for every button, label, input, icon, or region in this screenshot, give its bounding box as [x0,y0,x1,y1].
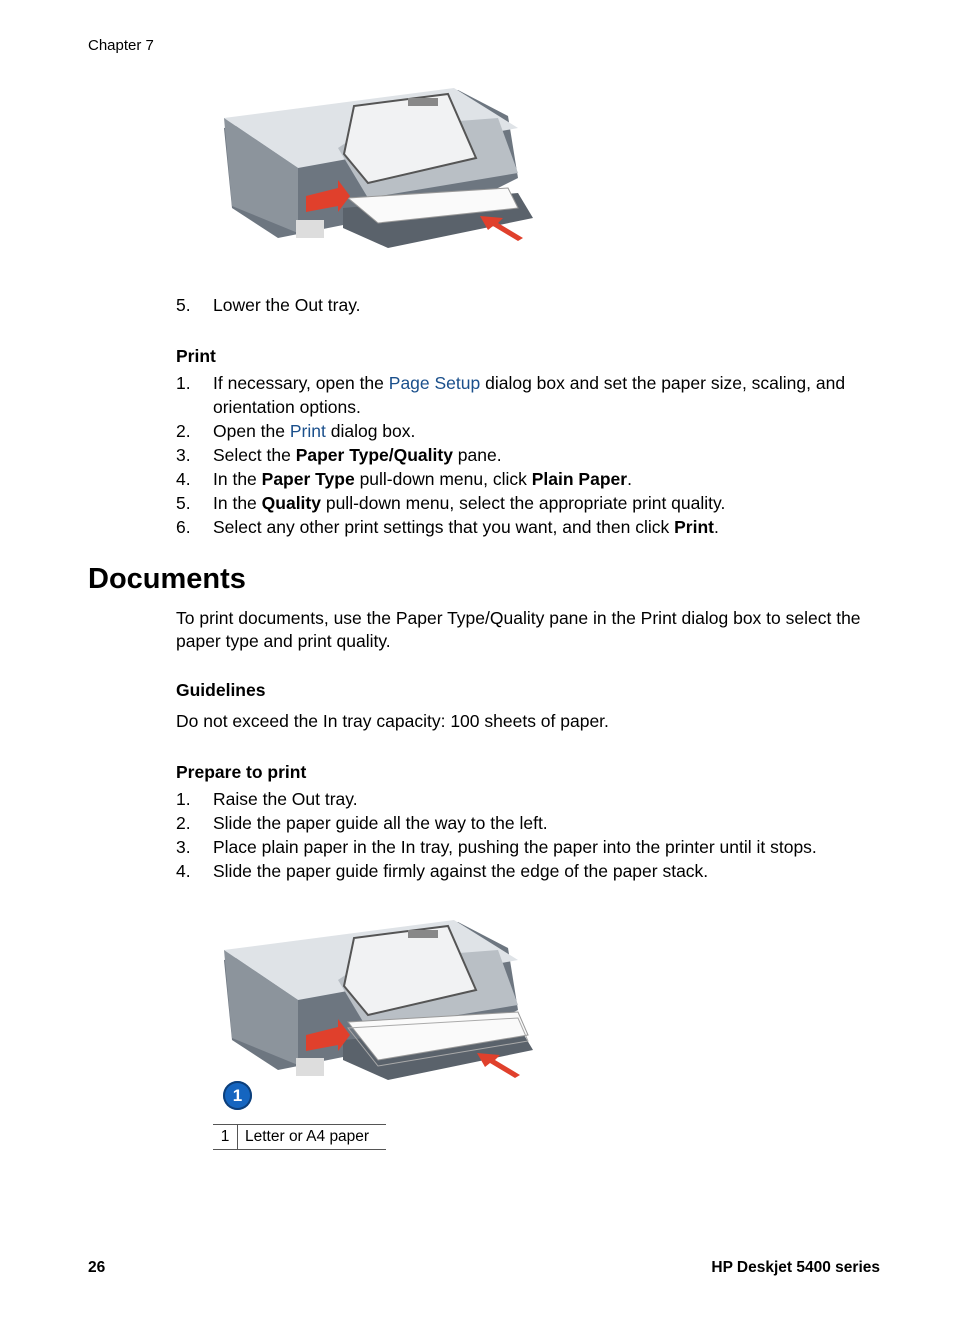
page-number: 26 [88,1259,106,1276]
printer-illustration-2 [218,920,538,1115]
callout-badge: 1 [223,1081,252,1110]
callout-number: 1 [213,1125,238,1149]
list-item: 1. If necessary, open the Page Setup dialog box and set the paper size, scaling, and orientation options. [176,373,846,417]
product-name: HP Deskjet 5400 series [711,1259,880,1276]
prepare-heading: Prepare to print [176,762,307,782]
documents-title: Documents [88,563,246,595]
callout-label: Letter or A4 paper [245,1128,370,1145]
list-item: 3. Place plain paper in the In tray, pushing the paper into the printer until it stops. [176,837,817,857]
list-item: 3. Select the Paper Type/Quality pane. [176,444,502,465]
list-item: 2. Open the Print dialog box. [176,420,416,441]
chapter-header: Chapter 7 [88,37,154,54]
list-item: 4. In the Paper Type pull-down menu, click Plain Paper. [176,468,632,489]
printer-illustration-1 [218,88,538,258]
step-number: 5. [176,295,191,315]
list-item: 6. Select any other print settings that you want, and then click Print. [176,516,719,537]
page-setup-link[interactable]: Page Setup [388,373,481,393]
list-item: 5. In the Quality pull-down menu, select the appropriate print quality. [176,492,726,513]
print-heading: Print [176,346,216,366]
guidelines-text: Do not exceed the In tray capacity: 100 sheets of paper. [176,711,609,731]
list-item: 2. Slide the paper guide all the way to the left. [176,813,548,833]
callout-table [213,1124,386,1150]
step-text: Lower the Out tray. [213,295,361,315]
guidelines-heading: Guidelines [176,680,266,700]
print-steps-list [176,372,876,540]
print-link[interactable]: Print [289,420,326,441]
list-item: 1. Raise the Out tray. [176,789,358,809]
prepare-steps-list [176,788,876,884]
list-item: 4. Slide the paper guide firmly against the edge of the paper stack. [176,861,709,881]
documents-intro: To print documents, use the Paper Type/Quality pane in the Print dialog box to select the paper type and print quality. [176,608,861,651]
